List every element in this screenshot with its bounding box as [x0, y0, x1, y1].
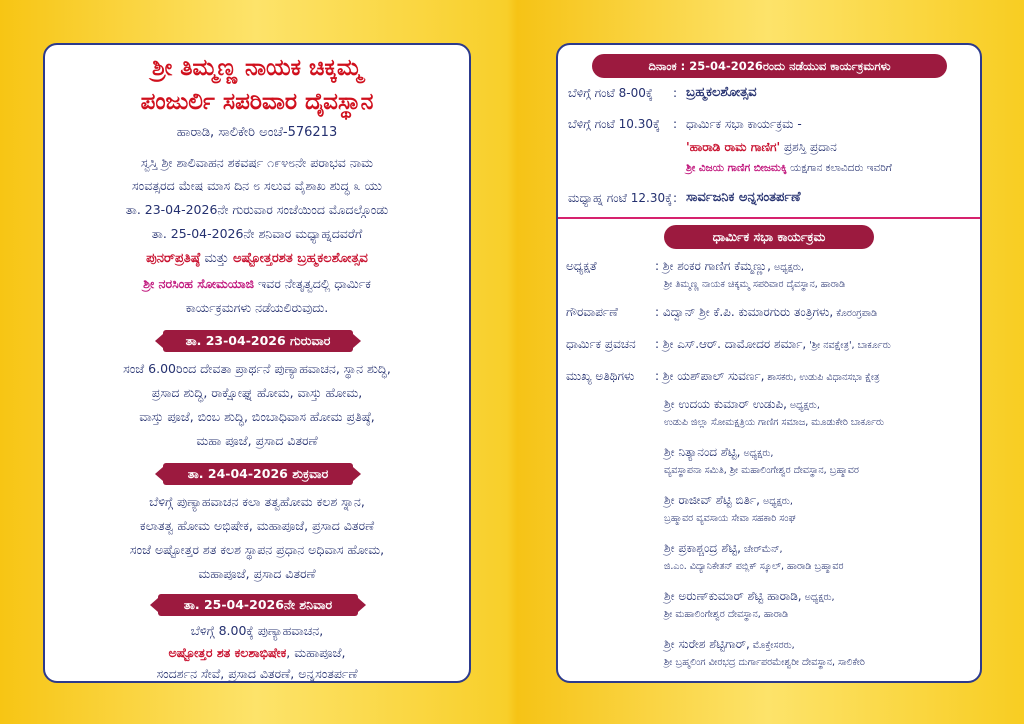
punarpratishte-text: ಪುನರ್‌ಪ್ರತಿಷ್ಠೆ — [146, 251, 201, 266]
guest-4-title: ಚೇರ್‌ಮೆನ್, — [740, 544, 783, 555]
role-title-presidency: ಅಧ್ಯಕ್ಷರು, — [770, 262, 804, 273]
intro-line-6 — [45, 276, 469, 292]
role-entry-discourse — [655, 337, 891, 352]
role-person-honour: : ವಿದ್ವಾನ್ ಶ್ರೀ ಕೆ.ಪಿ. ಕುಮಾರಗುರು ತಂತ್ರಿಗಳು, — [655, 305, 834, 319]
day3-line-1: ಬೆಳಿಗ್ಗೆ 8.00ಕ್ಕೆ ಪುಣ್ಯಾಹವಾಚನ, — [190, 623, 324, 638]
day3-line-2-rest: , ಮಹಾಪೂಜೆ, — [286, 645, 346, 660]
address: ಹಾರಾಡಿ, ಸಾಲಿಕೇರಿ ಅಂಚೆ-576213 — [176, 125, 338, 140]
temple-title-line1: ಶ್ರೀ ತಿಮ್ಮಣ್ಣ ನಾಯಕ ಚಿಕ್ಕಮ್ಮ — [152, 55, 362, 81]
role-title-chief-guest: ಶಾಸಕರು, ಉಡುಪಿ ವಿಧಾನಸಭಾ ಕ್ಷೇತ್ರ — [764, 372, 880, 383]
schedule-time-1: ಬೆಳಿಗ್ಗೆ ಗಂಟೆ 8-00ಕ್ಕೆ — [568, 86, 653, 100]
day2-line-1: ಬೆಳಿಗ್ಗೆ ಪುಣ್ಯಾಹವಾಚನ ಕಲಾ ತತ್ವಹೋಮ ಕಲಶ ಸ್ನಾನ, — [149, 494, 365, 509]
guest-1-title: ಅಧ್ಯಕ್ಷರು, — [786, 400, 820, 411]
intro-line-1: ಸ್ವಸ್ತಿ ಶ್ರೀ ಶಾಲಿವಾಹನ ಶಕವರ್ಷ ೧೯೪೮ನೇ ಪರಾಭವ ನಾಮ — [140, 155, 374, 170]
schedule-event-2: ಧಾರ್ಮಿಕ ಸಭಾ ಕಾರ್ಯಕ್ರಮ - — [686, 117, 802, 131]
day2-line-2: ಕಲಾತತ್ವ ಹೋಮ ಅಭಿಷೇಕ, ಮಹಾಪೂಜೆ, ಪ್ರಸಾದ ವಿತರಣೆ — [139, 518, 375, 533]
intro-line-6-rest: ಇವರ ನೇತೃತ್ವದಲ್ಲಿ ಧಾರ್ಮಿಕ — [254, 276, 371, 291]
role-entry-honour — [655, 305, 877, 320]
guest-1-sub: ಉಡುಪಿ ಜಿಲ್ಲಾ ಸೋಮಕ್ಷತ್ರಿಯ ಗಾಣಿಗ ಸಮಾಜ, ಮೂಡುಕೇರಿ ಬಾರ್ಕೂರು — [664, 417, 885, 428]
role-entry-chief-guests — [655, 369, 879, 384]
guest-3-sub: ಬ್ರಹ್ಮಾವರ ವ್ಯವಸಾಯ ಸೇವಾ ಸಹಕಾರಿ ಸಂಘ — [664, 513, 796, 524]
sabha-pill: ಧಾರ್ಮಿಕ ಸಭಾ ಕಾರ್ಯಕ್ರಮ — [664, 225, 874, 249]
role-sub-presidency: ಶ್ರೀ ತಿಮ್ಮಣ್ಣ ನಾಯಕ ಚಿಕ್ಕಮ್ಮ ಸಪರಿವಾರ ದೈವಸ್ಥಾನ, ಹಾರಾಡಿ — [664, 279, 846, 290]
guest-6 — [664, 637, 795, 652]
role-person-discourse: : ಶ್ರೀ ಎಸ್.ಆರ್. ದಾಮೋದರ ಶರ್ಮಾ, — [655, 337, 807, 351]
day1-line-3: ವಾಸ್ತು ಪೂಜೆ, ಬಿಂಬ ಶುದ್ಧಿ, ಬಿಂಬಾಧಿವಾಸ ಹೋಮ ಪ್ರತಿಷ್ಠೆ, — [139, 409, 375, 424]
award-recipient: ಶ್ರೀ ವಿಜಯ ಗಾಣಿಗ ಬೀಜಮಕ್ಕಿ — [686, 162, 787, 174]
role-person-presidency: : ಶ್ರೀ ಶಂಕರ ಗಾಣಿಗ ಕೆಮ್ಮಣ್ಣು, — [655, 259, 771, 273]
guest-4 — [664, 541, 783, 556]
intro-line-3: ತಾ. 23-04-2026ನೇ ಗುರುವಾರ ಸಂಜೆಯಿಂದ ಮೊದಲ್ಗೊಂಡು — [125, 202, 389, 217]
day1-ribbon: ತಾ. 23-04-2026 ಗುರುವಾರ — [163, 330, 353, 352]
day3-ribbon: ತಾ. 25-04-2026ನೇ ಶನಿವಾರ — [158, 594, 358, 616]
brahmakalashotsava-text: ಅಷ್ಟೋತ್ತರಶತ ಬ್ರಹ್ಮಕಲಶೋತ್ಸವ — [232, 251, 368, 266]
left-panel — [43, 43, 471, 683]
award-recipient-line — [686, 162, 892, 175]
schedule-time-2: ಬೆಳಿಗ್ಗೆ ಗಂಟೆ 10.30ಕ್ಕೆ — [568, 117, 661, 131]
award-name: 'ಹಾರಾಡಿ ರಾಮ ಗಾಣಿಗ' — [686, 140, 781, 154]
schedule-event-1: ಬ್ರಹ್ಮಕಲಶೋತ್ಸವ — [686, 85, 757, 100]
role-title-honour: ಕೊರಂಗ್ರಪಾಡಿ — [833, 308, 878, 319]
schedule-time-3: ಮಧ್ಯಾಹ್ನ ಗಂಟೆ 12.30ಕ್ಕೆ — [568, 191, 673, 205]
role-label-chief-guests: ಮುಖ್ಯ ಅತಿಥಿಗಳು — [566, 369, 635, 383]
right-panel — [556, 43, 982, 683]
guest-6-name: ಶ್ರೀ ಸುರೇಶ ಶೆಟ್ಟಿಗಾರ್, — [664, 637, 750, 651]
role-label-discourse: ಧಾರ್ಮಿಕ ಪ್ರವಚನ — [566, 337, 636, 351]
award-line — [686, 140, 837, 155]
day1-line-2: ಪ್ರಸಾದ ಶುದ್ಧಿ, ರಾಕ್ಷೋಘ್ನ ಹೋಮ, ವಾಸ್ತು ಹೋಮ, — [151, 385, 363, 400]
role-label-honour: ಗೌರವಾರ್ಪಣೆ — [566, 305, 618, 319]
guest-2-title: ಅಧ್ಯಕ್ಷರು, — [740, 448, 774, 459]
section-divider — [558, 217, 980, 219]
day3-line-2 — [45, 645, 469, 661]
intro-line-5 — [45, 251, 469, 266]
schedule-sep-3: : — [673, 191, 678, 205]
award-text: ಪ್ರಶಸ್ತಿ ಪ್ರದಾನ — [780, 140, 837, 154]
guest-4-name: ಶ್ರೀ ಪ್ರಕಾಶ್ಚಂದ್ರ ಶೆಟ್ಟಿ, — [664, 541, 741, 555]
kalashabhisheka-text: ಅಷ್ಟೋತ್ತರ ಶತ ಕಲಶಾಭಿಷೇಕ — [168, 645, 287, 660]
guest-2 — [664, 445, 773, 460]
role-title-discourse: 'ಶ್ರೀ ನವಕ್ಷೇತ್ರ', ಬಾರ್ಕೂರು — [806, 340, 891, 351]
guest-4-sub: ಜಿ.ಎಂ. ವಿದ್ಯಾನಿಕೇತನ್ ಪಬ್ಲಿಕ್ ಸ್ಕೂಲ್, ಹಾರಾಡಿ ಬ್ರಹ್ಮಾವರ — [664, 561, 844, 572]
schedule-event-3: ಸಾರ್ವಜನಿಕ ಅನ್ನಸಂತರ್ಪಣೆ — [686, 190, 801, 205]
priest-name: ಶ್ರೀ ನರಸಿಂಹ ಸೋಮಯಾಜಿ — [143, 276, 255, 291]
guest-2-sub: ವ್ಯವಸ್ಥಾಪನಾ ಸಮಿತಿ, ಶ್ರೀ ಮಹಾಲಿಂಗೇಶ್ವರ ದೇವಸ್ಥಾನ, ಬ್ರಹ್ಮಾವರ — [664, 465, 859, 476]
guest-5 — [664, 589, 835, 604]
guest-5-name: ಶ್ರೀ ಅರುಣ್‌ಕುಮಾರ್ ಶೆಟ್ಟಿ ಹಾರಾಡಿ, — [664, 589, 802, 603]
day3-line-3: ಸಂದರ್ಶನ ಸೇವೆ, ಪ್ರಸಾದ ವಿತರಣೆ, ಅನ್ನಸಂತರ್ಪಣೆ — [156, 666, 358, 681]
guest-3-name: ಶ್ರೀ ರಾಜೀವ್ ಶೆಟ್ಟಿ ಬಿರ್ತಿ, — [664, 493, 760, 507]
guest-1 — [664, 397, 820, 412]
guest-2-name: ಶ್ರೀ ನಿತ್ಯಾನಂದ ಶೆಟ್ಟಿ, — [664, 445, 741, 459]
intro-line-7: ಕಾರ್ಯಕ್ರಮಗಳು ನಡೆಯಲಿರುವುದು. — [185, 300, 329, 315]
guest-6-sub: ಶ್ರೀ ಬ್ರಹ್ಮಲಿಂಗ ವೀರಭದ್ರ ದುರ್ಗಾಪರಮೇಶ್ವರೀ ದೇವಸ್ಥಾನ, ಸಾಲಿಕೇರಿ — [664, 657, 865, 668]
guest-3-title: ಅಧ್ಯಕ್ಷರು, — [759, 496, 793, 507]
day2-line-4: ಮಹಾಪೂಜೆ, ಪ್ರಸಾದ ವಿತರಣೆ — [198, 566, 316, 581]
guest-5-sub: ಶ್ರೀ ಮಹಾಲಿಂಗೇಶ್ವರ ದೇವಸ್ಥಾನ, ಹಾರಾಡಿ — [664, 609, 789, 620]
guest-3 — [664, 493, 793, 508]
role-entry-presidency — [655, 259, 804, 274]
guest-1-name: ಶ್ರೀ ಉದಯ ಕುಮಾರ್ ಉಡುಪಿ, — [664, 397, 787, 411]
guest-6-title: ಮೊಕ್ತೇಸರರು, — [749, 640, 795, 651]
day2-ribbon: ತಾ. 24-04-2026 ಶುಕ್ರವಾರ — [163, 463, 353, 485]
intro-line-2: ಸಂವತ್ಸರದ ಮೇಷ ಮಾಸ ದಿನ ೮ ಸಲುವ ವೈಶಾಖ ಶುದ್ಧ ೩ ಯು — [132, 178, 382, 193]
intro-line-4: ತಾ. 25-04-2026ನೇ ಶನಿವಾರ ಮಧ್ಯಾಹ್ನದವರೆಗೆ — [151, 226, 363, 241]
role-label-presidency: ಅಧ್ಯಕ್ಷತೆ — [566, 259, 597, 273]
temple-title-line2: ಪಂಜುರ್ಲಿ ಸಪರಿವಾರ ದೈವಸ್ಥಾನ — [140, 89, 374, 115]
date-header-pill: ದಿನಾಂಕ : 25-04-2026ರಂದು ನಡೆಯುವ ಕಾರ್ಯಕ್ರಮಗಳು — [592, 54, 947, 78]
schedule-sep-1: : — [673, 86, 678, 100]
day1-line-4: ಮಹಾ ಪೂಜೆ, ಪ್ರಸಾದ ವಿತರಣೆ — [196, 433, 318, 448]
award-recipient-desc: ಯಕ್ಷಗಾನ ಕಲಾವಿದರು ಇವರಿಗೆ — [786, 162, 892, 174]
day2-line-3: ಸಂಜೆ ಅಷ್ಟೋತ್ತರ ಶತ ಕಲಶ ಸ್ಥಾಪನ ಪ್ರಧಾನ ಅಧಿವಾಸ ಹೋಮ, — [129, 542, 385, 557]
role-person-chief-guest: : ಶ್ರೀ ಯಶ್‌ಪಾಲ್ ಸುವರ್ಣ, — [655, 369, 765, 383]
day1-line-1: ಸಂಜೆ 6.00ರಿಂದ ದೇವತಾ ಪ್ರಾರ್ಥನೆ ಪುಣ್ಯಾಹವಾಚನ, ಸ್ಥಾನ ಶುದ್ಧಿ, — [123, 361, 391, 376]
schedule-sep-2: : — [673, 117, 678, 131]
and-text: ಮತ್ತು — [200, 251, 233, 266]
guest-5-title: ಅಧ್ಯಕ್ಷರು, — [801, 592, 835, 603]
